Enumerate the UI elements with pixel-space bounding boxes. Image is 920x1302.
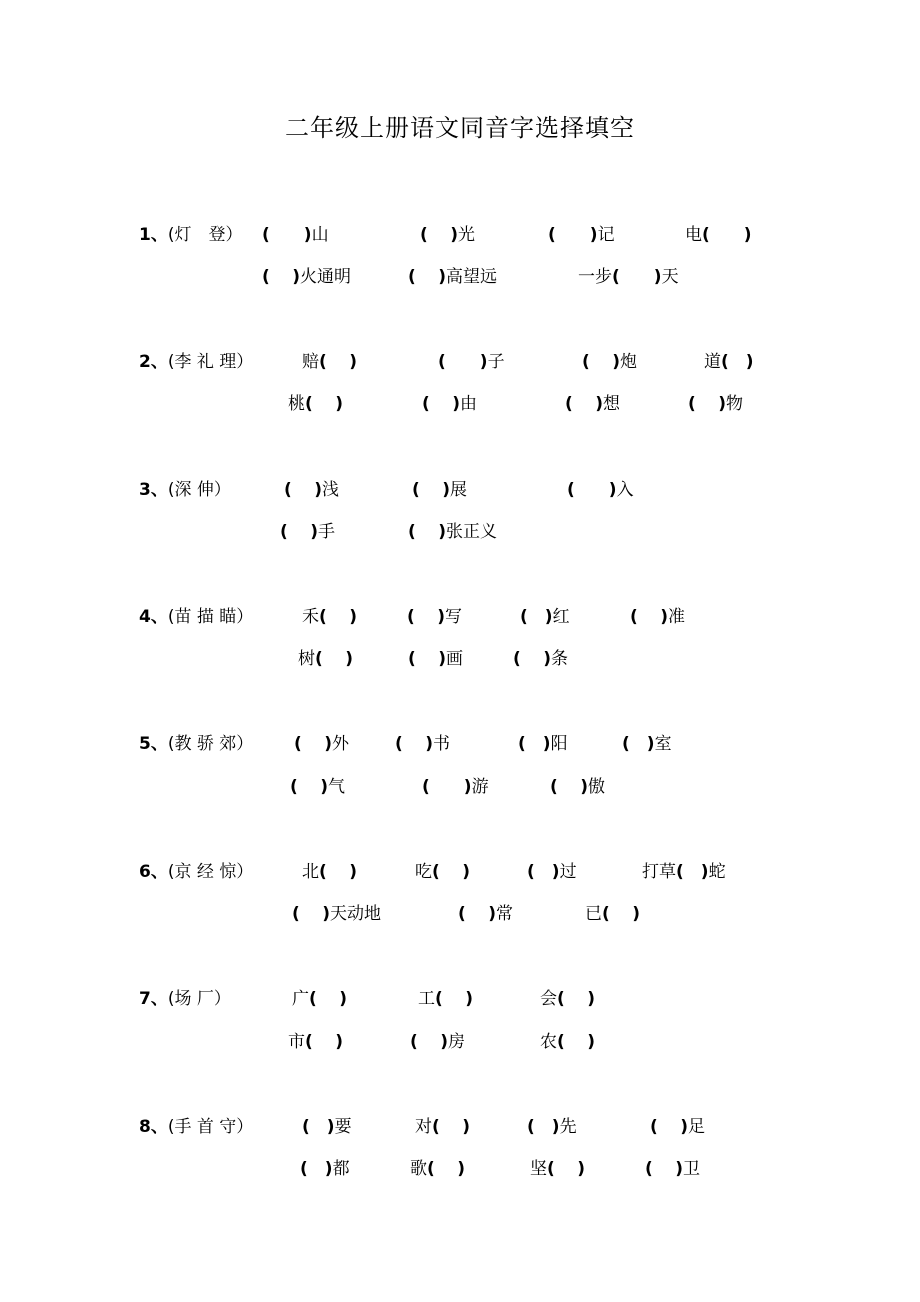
question-number: 4、 xyxy=(139,607,168,627)
blank-item[interactable]: ( )气 xyxy=(290,777,345,797)
blank-item[interactable]: ( )游 xyxy=(422,777,489,797)
blank-item[interactable]: ( )红 xyxy=(520,607,570,627)
question-number: 5、 xyxy=(139,734,168,754)
homophone-options: (京 经 惊） xyxy=(167,862,254,882)
blank-item[interactable]: 打草( )蛇 xyxy=(642,862,726,882)
blank-item[interactable]: ( )条 xyxy=(513,649,568,669)
homophone-options: (手 首 守） xyxy=(167,1117,254,1137)
blank-item[interactable]: ( )足 xyxy=(650,1117,705,1137)
blank-item[interactable]: 农( ) xyxy=(540,1032,595,1052)
page-title: 二年级上册语文同音字选择填空 xyxy=(285,114,635,142)
question-header xyxy=(139,603,253,631)
blank-item[interactable]: ( )展 xyxy=(412,480,467,500)
blank-item[interactable]: ( )物 xyxy=(688,394,743,414)
question-header xyxy=(139,985,231,1013)
question-header xyxy=(139,1113,253,1141)
question-header xyxy=(139,730,253,758)
question-header xyxy=(139,858,253,886)
blank-item[interactable]: ( )浅 xyxy=(284,480,339,500)
blank-item[interactable]: ( )阳 xyxy=(518,734,568,754)
question-number: 1、 xyxy=(139,225,168,245)
blank-item[interactable]: 禾( ) xyxy=(302,607,357,627)
blank-item[interactable]: ( )室 xyxy=(622,734,672,754)
homophone-options: (教 骄 郊） xyxy=(167,734,254,754)
blank-item[interactable]: ( )画 xyxy=(408,649,463,669)
blank-item[interactable]: ( )要 xyxy=(302,1117,352,1137)
blank-item[interactable]: ( )张正义 xyxy=(408,522,497,542)
blank-item[interactable]: 坚( ) xyxy=(530,1159,585,1179)
question-header xyxy=(139,476,231,504)
blank-item[interactable]: 吃( ) xyxy=(415,862,470,882)
question-number: 3、 xyxy=(139,480,168,500)
blank-item[interactable]: ( )炮 xyxy=(582,352,637,372)
blank-item[interactable]: ( )外 xyxy=(294,734,349,754)
question-header xyxy=(139,221,242,249)
question-header xyxy=(139,348,253,376)
homophone-options: (场 厂） xyxy=(167,989,231,1009)
homophone-options: (灯 登） xyxy=(167,225,243,245)
blank-item[interactable]: 歌( ) xyxy=(410,1159,465,1179)
blank-item[interactable]: ( )记 xyxy=(548,225,615,245)
blank-item[interactable]: ( )高望远 xyxy=(408,267,497,287)
blank-item[interactable]: ( )卫 xyxy=(645,1159,700,1179)
blank-item[interactable]: 对( ) xyxy=(415,1117,470,1137)
blank-item[interactable]: ( )过 xyxy=(527,862,577,882)
blank-item[interactable]: ( )写 xyxy=(407,607,462,627)
homophone-options: (李 礼 理） xyxy=(167,352,254,372)
question-number: 2、 xyxy=(139,352,168,372)
homophone-options: (深 伸） xyxy=(167,480,231,500)
blank-item[interactable]: 广( ) xyxy=(292,989,347,1009)
blank-item[interactable]: ( )子 xyxy=(438,352,505,372)
blank-item[interactable]: 桃( ) xyxy=(288,394,343,414)
blank-item[interactable]: 北( ) xyxy=(302,862,357,882)
blank-item[interactable]: 会( ) xyxy=(540,989,595,1009)
question-number: 8、 xyxy=(139,1117,168,1137)
blank-item[interactable]: ( )山 xyxy=(262,225,329,245)
blank-item[interactable]: 电( ) xyxy=(685,225,752,245)
blank-item[interactable]: 树( ) xyxy=(298,649,353,669)
question-number: 7、 xyxy=(139,989,168,1009)
blank-item[interactable]: ( )常 xyxy=(458,904,513,924)
blank-item[interactable]: ( )火通明 xyxy=(262,267,351,287)
blank-item[interactable]: 已( ) xyxy=(585,904,640,924)
blank-item[interactable]: 一步( )天 xyxy=(578,267,679,287)
blank-item[interactable]: ( )都 xyxy=(300,1159,350,1179)
question-number: 6、 xyxy=(139,862,168,882)
blank-item[interactable]: 赔( ) xyxy=(302,352,357,372)
blank-item[interactable]: ( )房 xyxy=(410,1032,465,1052)
blank-item[interactable]: 市( ) xyxy=(288,1032,343,1052)
blank-item[interactable]: ( )光 xyxy=(420,225,475,245)
blank-item[interactable]: ( )手 xyxy=(280,522,335,542)
blank-item[interactable]: ( )由 xyxy=(422,394,477,414)
blank-item[interactable]: 道( ) xyxy=(704,352,754,372)
blank-item[interactable]: ( )先 xyxy=(527,1117,577,1137)
blank-item[interactable]: ( )傲 xyxy=(550,777,605,797)
homophone-options: (苗 描 瞄） xyxy=(167,607,254,627)
blank-item[interactable]: ( )书 xyxy=(395,734,450,754)
blank-item[interactable]: ( )天动地 xyxy=(292,904,381,924)
blank-item[interactable]: ( )准 xyxy=(630,607,685,627)
blank-item[interactable]: ( )想 xyxy=(565,394,620,414)
blank-item[interactable]: 工( ) xyxy=(418,989,473,1009)
blank-item[interactable]: ( )入 xyxy=(567,480,634,500)
